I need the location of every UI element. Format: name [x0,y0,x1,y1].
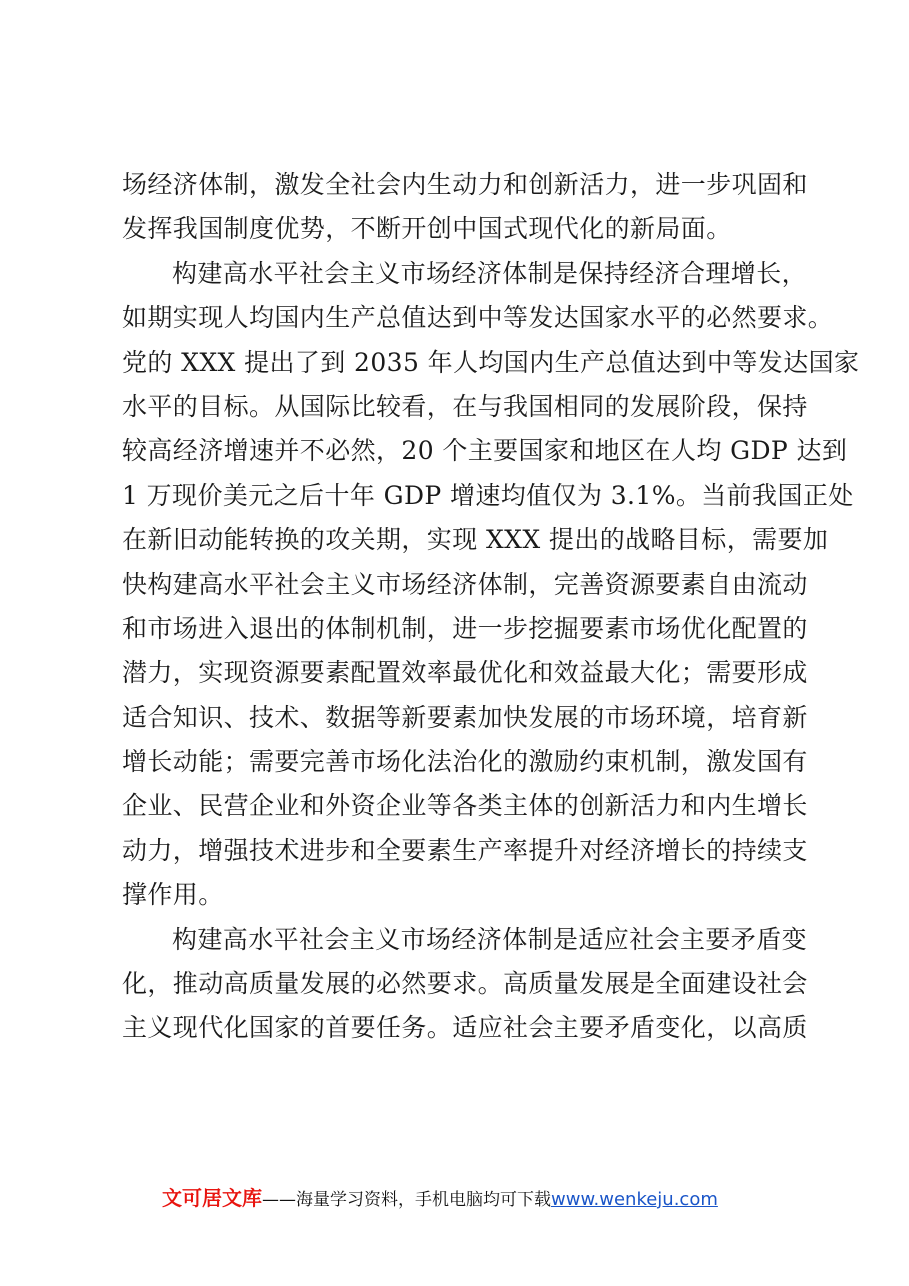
footer-banner [162,1183,718,1213]
text-line: 潜力，实现资源要素配置效率最优化和效益最大化；需要形成 [122,658,808,688]
text-line: 在新旧动能转换的攻关期，实现 XXX 提出的战略目标，需要加 [122,525,829,555]
text-line: 撑作用。 [122,880,224,910]
text-line: 快构建高水平社会主义市场经济体制，完善资源要素自由流动 [122,569,808,599]
text-line: 企业、民营企业和外资企业等各类主体的创新活力和内生增长 [122,791,808,821]
text-line: 增长动能；需要完善市场化法治化的激励约束机制，激发国有 [122,747,808,777]
text-line: 党的 XXX 提出了到 2035 年人均国内生产总值达到中等发达国家 [122,347,860,377]
text-line: 适合知识、技术、数据等新要素加快发展的市场环境，培育新 [122,702,808,732]
text-line: 动力，增强技术进步和全要素生产率提升对经济增长的持续支 [122,835,808,865]
text-line: 主义现代化国家的首要任务。适应社会主要矛盾变化，以高质 [122,1013,808,1043]
document-body [122,163,860,1051]
text-line: 构建高水平社会主义市场经济体制是保持经济合理增长， [172,258,808,288]
footer-link[interactable]: www.wenkeju.com [551,1189,718,1210]
text-line: 发挥我国制度优势，不断开创中国式现代化的新局面。 [122,214,732,244]
text-line: 较高经济增速并不必然，20 个主要国家和地区在人均 GDP 达到 [122,436,848,466]
text-line: 1 万现价美元之后十年 GDP 增速均值仅为 3.1%。当前我国正处 [122,480,854,510]
text-line: 和市场进入退出的体制机制，进一步挖掘要素市场优化配置的 [122,613,808,643]
footer-brand: 文可居文库 [162,1186,262,1210]
text-line: 构建高水平社会主义市场经济体制是适应社会主要矛盾变 [172,924,808,954]
text-line: 化，推动高质量发展的必然要求。高质量发展是全面建设社会 [122,969,808,999]
text-line: 场经济体制，激发全社会内生动力和创新活力，进一步巩固和 [122,170,808,199]
footer-slogan: ——海量学习资料，手机电脑均可下载 [262,1190,551,1210]
text-line: 水平的目标。从国际比较看，在与我国相同的发展阶段，保持 [122,391,808,421]
text-line: 如期实现人均国内生产总值达到中等发达国家水平的必然要求。 [122,303,834,333]
